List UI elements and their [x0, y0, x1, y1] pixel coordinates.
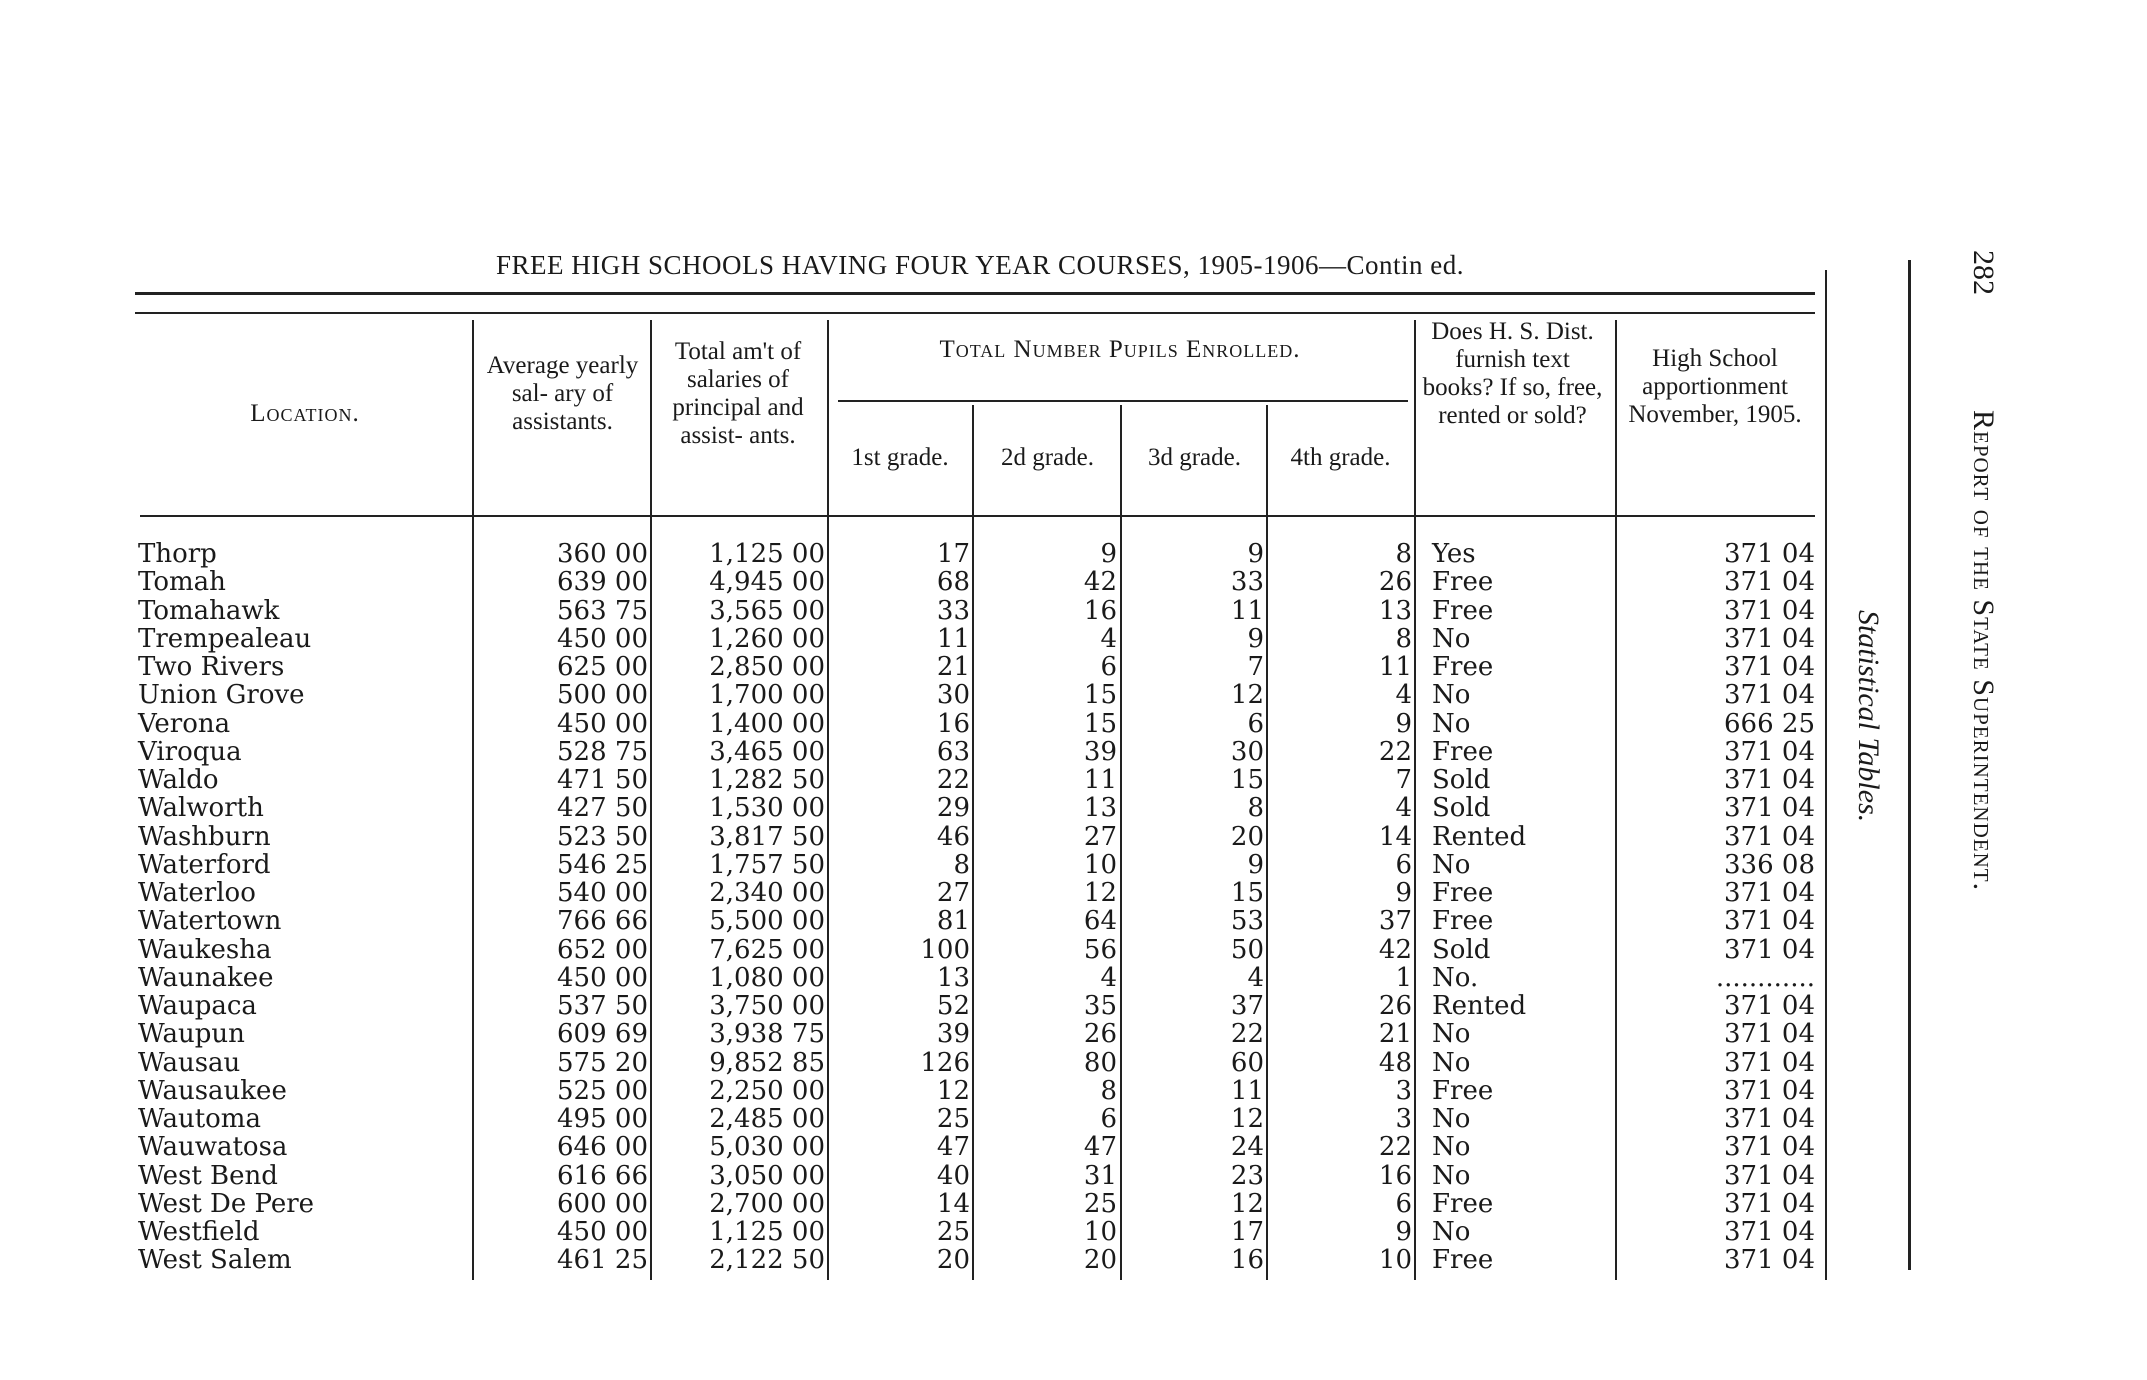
cell-grade-2: 10	[1083, 849, 1117, 880]
cell-grade-4: 7	[1395, 765, 1412, 795]
cell-location: Verona	[138, 708, 231, 739]
cell-avg-salary: 609 69	[557, 1019, 648, 1050]
cell-grade-3: 33	[1230, 567, 1264, 598]
cell-avg-salary: 450 00	[557, 623, 648, 654]
cell-total-salary: 4,945 00	[709, 567, 825, 598]
cell-location: West Bend	[138, 1160, 278, 1191]
cell-grade-3: 15	[1230, 878, 1264, 908]
cell-grade-1: 21	[936, 652, 970, 682]
location-column	[138, 540, 468, 1275]
cell-textbooks: Sold	[1432, 934, 1491, 965]
cell-total-salary: 9,852 85	[709, 1047, 825, 1078]
cell-grade-3: 20	[1230, 821, 1264, 852]
cell-grade-1: 22	[936, 765, 970, 795]
cell-total-salary: 3,817 50	[709, 821, 825, 852]
cell-textbooks: Rented	[1432, 991, 1527, 1021]
cell-total-salary: 5,500 00	[709, 906, 825, 937]
cell-avg-salary: 600 00	[557, 1188, 648, 1219]
cell-apportionment: 371 04	[1724, 680, 1815, 711]
cell-apportionment: 371 04	[1724, 906, 1815, 937]
cell-avg-salary: 537 50	[557, 991, 648, 1021]
cell-location: Two Rivers	[138, 652, 285, 682]
running-head-text: Report of the State Superintendent.	[1967, 410, 2000, 892]
cell-grade-4: 37	[1378, 906, 1412, 937]
cell-grade-3: 12	[1230, 1188, 1264, 1219]
cell-total-salary: 3,750 00	[709, 991, 825, 1021]
cell-textbooks: Free	[1432, 652, 1494, 682]
cell-avg-salary: 540 00	[557, 878, 648, 908]
cell-grade-3: 6	[1247, 708, 1264, 739]
cell-grade-1: 52	[936, 991, 970, 1021]
cell-textbooks: No	[1432, 623, 1471, 654]
cell-avg-salary: 471 50	[557, 765, 648, 795]
cell-grade-1: 12	[936, 1075, 970, 1106]
cell-grade-3: 12	[1230, 680, 1264, 711]
cell-grade-2: 16	[1083, 595, 1117, 626]
page-edge-line	[1908, 260, 1911, 1270]
grade-4-column	[1268, 540, 1412, 1275]
cell-textbooks: Free	[1432, 878, 1494, 908]
cell-location: Wausaukee	[138, 1075, 287, 1106]
cell-grade-4: 42	[1378, 934, 1412, 965]
cell-grade-3: 24	[1230, 1132, 1264, 1163]
cell-avg-salary: 427 50	[557, 793, 648, 824]
cell-avg-salary: 495 00	[557, 1104, 648, 1134]
cell-avg-salary: 546 25	[557, 849, 648, 880]
cell-grade-1: 25	[936, 1217, 970, 1247]
cell-location: Thorp	[138, 539, 217, 569]
col-divider-8	[1615, 320, 1617, 1280]
cell-apportionment: 371 04	[1724, 991, 1815, 1021]
cell-textbooks: Sold	[1432, 793, 1491, 824]
cell-avg-salary: 450 00	[557, 962, 648, 993]
section-title: Statistical Tables.	[1852, 610, 1885, 823]
cell-grade-3: 17	[1230, 1217, 1264, 1247]
cell-grade-1: 14	[936, 1188, 970, 1219]
cell-avg-salary: 639 00	[557, 567, 648, 598]
cell-textbooks: No	[1432, 1047, 1471, 1078]
cell-total-salary: 5,030 00	[709, 1132, 825, 1163]
cell-location: Trempealeau	[138, 623, 312, 654]
col-divider-7	[1414, 320, 1416, 1280]
cell-total-salary: 2,700 00	[709, 1188, 825, 1219]
cell-avg-salary: 525 00	[557, 1075, 648, 1106]
cell-grade-4: 14	[1378, 821, 1412, 852]
cell-grade-2: 6	[1100, 1104, 1117, 1134]
cell-grade-2: 47	[1083, 1132, 1117, 1163]
cell-location: Waterloo	[138, 878, 256, 908]
cell-apportionment: 371 04	[1724, 934, 1815, 965]
cell-total-salary: 1,125 00	[709, 1217, 825, 1247]
cell-grade-3: 12	[1230, 1104, 1264, 1134]
cell-grade-3: 60	[1230, 1047, 1264, 1078]
cell-location: Tomahawk	[138, 595, 280, 626]
cell-grade-1: 11	[936, 623, 970, 654]
cell-apportionment: 371 04	[1724, 595, 1815, 626]
cell-location: Waterford	[138, 849, 271, 880]
cell-textbooks: Free	[1432, 1188, 1494, 1219]
cell-apportionment: 371 04	[1724, 1019, 1815, 1050]
enrolled-group-rule	[838, 400, 1408, 402]
cell-location: Wausau	[138, 1047, 241, 1078]
cell-apportionment: 371 04	[1724, 1188, 1815, 1219]
cell-grade-2: 12	[1083, 878, 1117, 908]
cell-grade-3: 9	[1247, 539, 1264, 569]
cell-textbooks: No	[1432, 680, 1471, 711]
cell-grade-4: 8	[1395, 539, 1412, 569]
cell-location: West Salem	[138, 1245, 292, 1276]
cell-apportionment: 371 04	[1724, 539, 1815, 569]
cell-apportionment: 371 04	[1724, 878, 1815, 908]
cell-grade-3: 15	[1230, 765, 1264, 795]
cell-grade-3: 16	[1230, 1245, 1264, 1276]
cell-grade-1: 63	[936, 736, 970, 767]
header-location: Location.	[250, 400, 360, 427]
col-divider-3	[827, 320, 829, 1280]
cell-location: Washburn	[138, 821, 271, 852]
cell-grade-2: 26	[1083, 1019, 1117, 1050]
cell-total-salary: 1,757 50	[709, 849, 825, 880]
cell-location: Wautoma	[138, 1104, 261, 1134]
cell-total-salary: 2,485 00	[709, 1104, 825, 1134]
header-grade-1: 1st grade.	[851, 444, 949, 471]
cell-avg-salary: 616 66	[557, 1160, 648, 1191]
cell-apportionment: 371 04	[1724, 1075, 1815, 1106]
cell-grade-4: 6	[1395, 849, 1412, 880]
cell-grade-2: 20	[1083, 1245, 1117, 1276]
cell-total-salary: 3,050 00	[709, 1160, 825, 1191]
cell-avg-salary: 646 00	[557, 1132, 648, 1163]
cell-grade-1: 20	[936, 1245, 970, 1276]
cell-grade-4: 3	[1395, 1075, 1412, 1106]
cell-grade-3: 9	[1247, 849, 1264, 880]
cell-grade-1: 8	[953, 849, 970, 880]
header-avg-salary: Average yearly sal- ary of assistants.	[486, 352, 639, 435]
cell-location: Watertown	[138, 906, 282, 937]
col-divider-9	[1825, 270, 1827, 1280]
cell-grade-4: 16	[1378, 1160, 1412, 1191]
cell-apportionment: 371 04	[1724, 1160, 1815, 1191]
cell-apportionment: 371 04	[1724, 821, 1815, 852]
cell-grade-1: 47	[936, 1132, 970, 1163]
cell-grade-4: 9	[1395, 878, 1412, 908]
header-grade-4: 4th grade.	[1290, 444, 1391, 471]
cell-location: Union Grove	[138, 680, 305, 711]
cell-grade-2: 31	[1083, 1160, 1117, 1191]
cell-grade-2: 39	[1083, 736, 1117, 767]
cell-location: Tomah	[138, 567, 226, 598]
cell-grade-1: 13	[936, 962, 970, 993]
textbooks-column	[1432, 540, 1612, 1275]
header-apportionment: High School apportionment November, 1905.	[1628, 345, 1802, 428]
cell-grade-2: 11	[1083, 765, 1117, 795]
cell-grade-2: 4	[1100, 962, 1117, 993]
cell-avg-salary: 766 66	[557, 906, 648, 937]
cell-total-salary: 2,122 50	[709, 1245, 825, 1276]
cell-grade-2: 64	[1083, 906, 1117, 937]
cell-grade-1: 68	[936, 567, 970, 598]
cell-total-salary: 1,400 00	[709, 708, 825, 739]
cell-grade-4: 26	[1378, 991, 1412, 1021]
cell-grade-3: 53	[1230, 906, 1264, 937]
cell-textbooks: Free	[1432, 595, 1494, 626]
cell-total-salary: 7,625 00	[709, 934, 825, 965]
col-divider-2	[650, 320, 652, 1280]
cell-location: Waupaca	[138, 991, 257, 1021]
header-total-salaries: Total am't of salaries of principal and assist- ants.	[672, 338, 804, 449]
cell-grade-2: 42	[1083, 567, 1117, 598]
cell-textbooks: Free	[1432, 1245, 1494, 1276]
cell-avg-salary: 625 00	[557, 652, 648, 682]
cell-grade-1: 27	[936, 878, 970, 908]
cell-grade-4: 9	[1395, 708, 1412, 739]
cell-location: Waukesha	[138, 934, 272, 965]
header-bottom-rule	[140, 515, 1815, 517]
cell-total-salary: 1,080 00	[709, 962, 825, 993]
cell-textbooks: Sold	[1432, 765, 1491, 795]
grade-1-column	[830, 540, 970, 1275]
cell-textbooks: No	[1432, 1019, 1471, 1050]
cell-total-salary: 1,125 00	[709, 539, 825, 569]
cell-grade-3: 11	[1230, 1075, 1264, 1106]
cell-location: Waunakee	[138, 962, 274, 993]
cell-location: Waldo	[138, 765, 219, 795]
cell-apportionment: 666 25	[1724, 708, 1815, 739]
cell-grade-4: 48	[1378, 1047, 1412, 1078]
cell-grade-2: 6	[1100, 652, 1117, 682]
cell-location: Waupun	[138, 1019, 245, 1050]
cell-grade-2: 8	[1100, 1075, 1117, 1106]
cell-grade-2: 27	[1083, 821, 1117, 852]
header-grade-3: 3d grade.	[1147, 444, 1242, 471]
cell-apportionment: ............	[1715, 962, 1815, 993]
cell-total-salary: 1,282 50	[709, 765, 825, 795]
cell-grade-2: 10	[1083, 1217, 1117, 1247]
cell-location: Wauwatosa	[138, 1132, 288, 1163]
cell-grade-1: 100	[920, 934, 970, 965]
cell-grade-4: 4	[1395, 680, 1412, 711]
cell-textbooks: Yes	[1432, 539, 1476, 569]
cell-grade-1: 46	[936, 821, 970, 852]
cell-total-salary: 3,465 00	[709, 736, 825, 767]
cell-avg-salary: 563 75	[557, 595, 648, 626]
title-rule-bottom	[135, 312, 1815, 314]
cell-grade-2: 80	[1083, 1047, 1117, 1078]
cell-grade-2: 15	[1083, 708, 1117, 739]
cell-grade-1: 30	[936, 680, 970, 711]
cell-apportionment: 371 04	[1724, 1217, 1815, 1247]
cell-total-salary: 1,700 00	[709, 680, 825, 711]
cell-grade-1: 40	[936, 1160, 970, 1191]
cell-apportionment: 336 08	[1724, 849, 1815, 880]
title-rule-top	[135, 292, 1815, 295]
cell-total-salary: 1,260 00	[709, 623, 825, 654]
cell-apportionment: 371 04	[1724, 736, 1815, 767]
cell-textbooks: No	[1432, 849, 1471, 880]
cell-avg-salary: 461 25	[557, 1245, 648, 1276]
cell-grade-4: 22	[1378, 1132, 1412, 1163]
cell-textbooks: No	[1432, 1217, 1471, 1247]
cell-grade-2: 35	[1083, 991, 1117, 1021]
grade-2-column	[975, 540, 1117, 1275]
cell-apportionment: 371 04	[1724, 793, 1815, 824]
cell-grade-3: 9	[1247, 623, 1264, 654]
cell-total-salary: 3,565 00	[709, 595, 825, 626]
cell-avg-salary: 360 00	[557, 539, 648, 569]
cell-textbooks: Rented	[1432, 821, 1527, 852]
cell-apportionment: 371 04	[1724, 1132, 1815, 1163]
cell-grade-4: 1	[1395, 962, 1412, 993]
cell-avg-salary: 500 00	[557, 680, 648, 711]
cell-grade-3: 11	[1230, 595, 1264, 626]
cell-grade-3: 8	[1247, 793, 1264, 824]
cell-location: West De Pere	[138, 1188, 315, 1219]
cell-total-salary: 3,938 75	[709, 1019, 825, 1050]
cell-grade-4: 8	[1395, 623, 1412, 654]
apportionment-column	[1620, 540, 1815, 1275]
cell-apportionment: 371 04	[1724, 1245, 1815, 1276]
page-number: 282	[1967, 250, 2000, 295]
cell-grade-4: 21	[1378, 1019, 1412, 1050]
cell-grade-3: 7	[1247, 652, 1264, 682]
cell-grade-4: 10	[1378, 1245, 1412, 1276]
cell-grade-3: 37	[1230, 991, 1264, 1021]
cell-apportionment: 371 04	[1724, 1047, 1815, 1078]
cell-grade-4: 22	[1378, 736, 1412, 767]
cell-apportionment: 371 04	[1724, 623, 1815, 654]
cell-grade-2: 13	[1083, 793, 1117, 824]
header-grade-2: 2d grade.	[1000, 444, 1095, 471]
cell-grade-1: 17	[936, 539, 970, 569]
cell-grade-4: 6	[1395, 1188, 1412, 1219]
cell-grade-1: 126	[920, 1047, 970, 1078]
grade-3-column	[1122, 540, 1264, 1275]
cell-location: Westfield	[138, 1217, 260, 1247]
cell-apportionment: 371 04	[1724, 652, 1815, 682]
cell-grade-1: 39	[936, 1019, 970, 1050]
cell-textbooks: Free	[1432, 1075, 1494, 1106]
cell-apportionment: 371 04	[1724, 765, 1815, 795]
cell-textbooks: No	[1432, 1132, 1471, 1163]
cell-textbooks: No	[1432, 1160, 1471, 1191]
total-salary-column	[660, 540, 825, 1275]
cell-grade-1: 33	[936, 595, 970, 626]
cell-grade-1: 25	[936, 1104, 970, 1134]
cell-grade-3: 30	[1230, 736, 1264, 767]
cell-location: Walworth	[138, 793, 264, 824]
cell-total-salary: 2,340 00	[709, 878, 825, 908]
cell-grade-3: 4	[1247, 962, 1264, 993]
cell-grade-4: 13	[1378, 595, 1412, 626]
cell-avg-salary: 450 00	[557, 708, 648, 739]
cell-avg-salary: 528 75	[557, 736, 648, 767]
cell-grade-4: 9	[1395, 1217, 1412, 1247]
cell-grade-1: 29	[936, 793, 970, 824]
header-textbooks: Does H. S. Dist. furnish text books? If so, free, rented or sold?	[1422, 318, 1603, 429]
cell-textbooks: Free	[1432, 736, 1494, 767]
cell-textbooks: No	[1432, 1104, 1471, 1134]
cell-apportionment: 371 04	[1724, 567, 1815, 598]
cell-textbooks: No	[1432, 708, 1471, 739]
cell-grade-3: 22	[1230, 1019, 1264, 1050]
cell-total-salary: 2,850 00	[709, 652, 825, 682]
cell-grade-3: 50	[1230, 934, 1264, 965]
cell-textbooks: Free	[1432, 567, 1494, 598]
header-enrolled-group: Total Number Pupils Enrolled.	[939, 336, 1301, 363]
cell-avg-salary: 523 50	[557, 821, 648, 852]
cell-total-salary: 1,530 00	[709, 793, 825, 824]
cell-grade-2: 9	[1100, 539, 1117, 569]
cell-grade-2: 15	[1083, 680, 1117, 711]
running-head	[1966, 410, 2000, 891]
cell-avg-salary: 450 00	[557, 1217, 648, 1247]
cell-grade-4: 3	[1395, 1104, 1412, 1134]
cell-grade-3: 23	[1230, 1160, 1264, 1191]
col-divider-4	[972, 405, 974, 1280]
avg-salary-column	[480, 540, 648, 1275]
cell-grade-2: 25	[1083, 1188, 1117, 1219]
cell-grade-1: 16	[936, 708, 970, 739]
cell-location: Viroqua	[138, 736, 242, 767]
cell-avg-salary: 575 20	[557, 1047, 648, 1078]
cell-apportionment: 371 04	[1724, 1104, 1815, 1134]
cell-textbooks: Free	[1432, 906, 1494, 937]
cell-grade-4: 26	[1378, 567, 1412, 598]
cell-textbooks: No.	[1432, 962, 1479, 993]
cell-avg-salary: 652 00	[557, 934, 648, 965]
table-title: FREE HIGH SCHOOLS HAVING FOUR YEAR COURSES, 1905-1906—Contin ed.	[495, 250, 1465, 280]
col-divider-1	[472, 320, 474, 1280]
cell-total-salary: 2,250 00	[709, 1075, 825, 1106]
cell-grade-2: 4	[1100, 623, 1117, 654]
cell-grade-2: 56	[1083, 934, 1117, 965]
cell-grade-4: 4	[1395, 793, 1412, 824]
cell-grade-1: 81	[936, 906, 970, 937]
cell-grade-4: 11	[1378, 652, 1412, 682]
